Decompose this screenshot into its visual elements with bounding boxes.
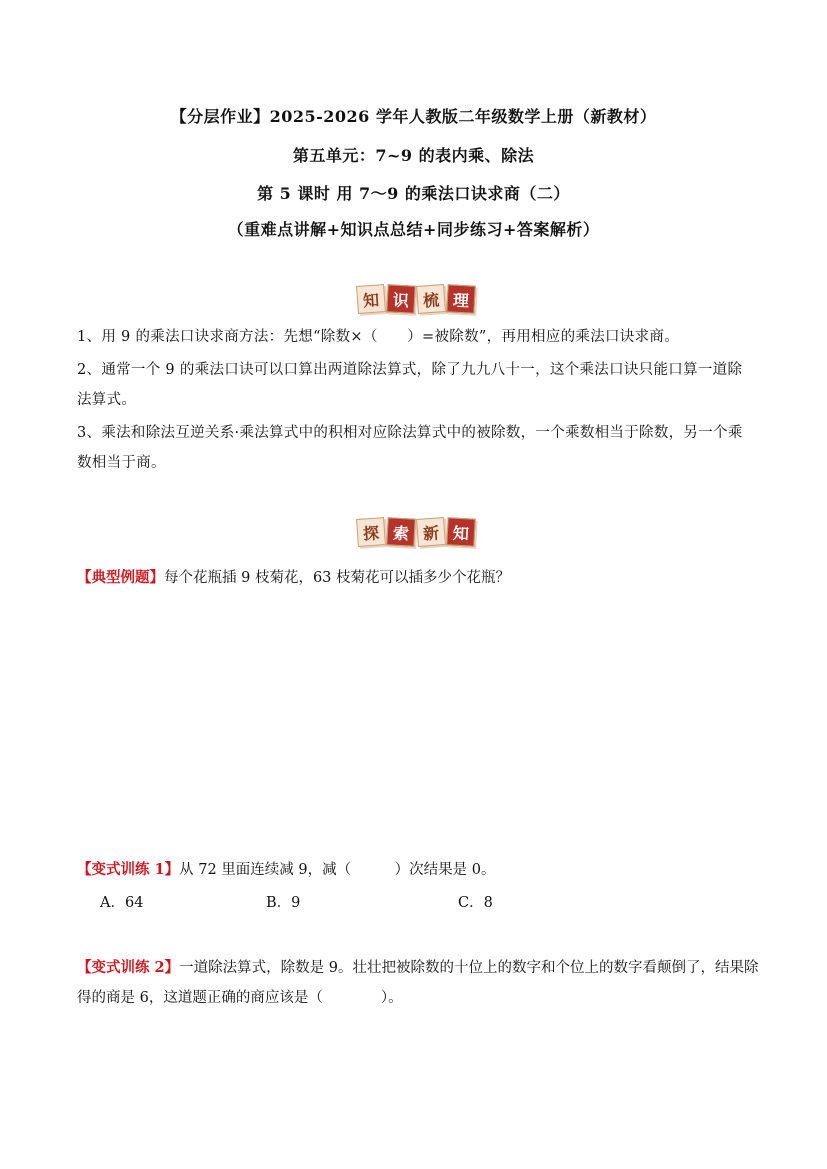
exercise-2-question	[77, 953, 767, 1013]
badge-char: 索	[386, 517, 415, 546]
example-text: 每个花瓶插 9 枝菊花，63 枝菊花可以插多少个花瓶？	[164, 570, 511, 586]
explore-new-knowledge-badge	[357, 517, 477, 547]
document-title: 【分层作业】2025-2026 学年人教版二年级数学上册（新教材）	[170, 107, 657, 126]
knowledge-point-1: 1、用 9 的乘法口诀求商方法：先想“除数×（ ）=被除数”，再用相应的乘法口诀求商。	[77, 329, 679, 345]
unit-title: 第五单元：7~9 的表内乘、除法	[292, 146, 535, 165]
example-question	[77, 563, 767, 593]
exercise-2-text: 一道除法算式，除数是 9。壮壮把被除数的十位上的数字和个位上的数字看颠倒了，结果除得的商是 6，这道题正确的商应该是（ ）。	[77, 960, 759, 1006]
badge-char: 识	[386, 284, 415, 313]
badge-char: 理	[446, 284, 475, 313]
document-subtitle: （重难点讲解+知识点总结+同步练习+答案解析）	[227, 220, 600, 239]
exercise-1-question	[77, 855, 767, 885]
knowledge-review-badge	[357, 284, 477, 314]
option-a[interactable]: A．64	[100, 895, 144, 911]
option-c[interactable]: C．8	[458, 895, 493, 911]
badge-char: 梳	[416, 284, 446, 314]
exercise-1-text: 从 72 里面连续减 9，减（ ）次结果是 0。	[179, 862, 496, 878]
option-b[interactable]: B．9	[266, 895, 301, 911]
knowledge-point-3: 3、乘法和除法互逆关系·乘法算式中的积相对应除法算式中的被除数，一个乘数相当于除数，另一个乘数相当于商。	[77, 425, 743, 471]
knowledge-point-2: 2、通常一个 9 的乘法口诀可以口算出两道除法算式，除了九九八十一，这个乘法口诀只能口算一道除法算式。	[77, 362, 743, 408]
exercise-2-tag: 【变式训练 2】	[77, 959, 180, 976]
example-tag: 【典型例题】	[77, 569, 164, 586]
badge-char: 知	[356, 284, 386, 314]
exercise-1-tag: 【变式训练 1】	[77, 861, 180, 878]
lesson-title: 第 5 课时 用 7～9 的乘法口诀求商（二）	[257, 184, 570, 203]
badge-char: 探	[356, 517, 386, 547]
badge-char: 知	[446, 517, 475, 546]
badge-char: 新	[416, 517, 446, 547]
